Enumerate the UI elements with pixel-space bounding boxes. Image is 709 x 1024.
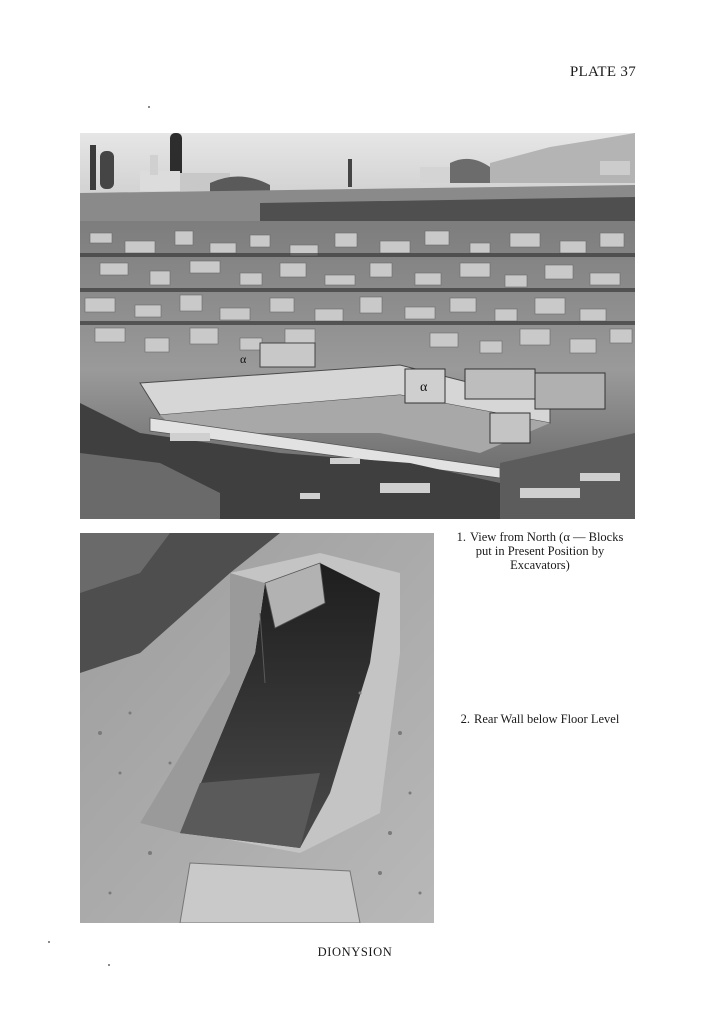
footer-title: DIONYSION (317, 945, 393, 959)
figure-number: 1. (456, 530, 466, 544)
caption-line: 2. Rear Wall below Floor Level (460, 712, 620, 726)
svg-text:α: α (420, 380, 428, 395)
scan-speck (48, 941, 50, 943)
caption-figure-2 (440, 712, 640, 726)
svg-text:α: α (240, 352, 247, 366)
photo-view-from-north (80, 133, 635, 519)
caption-line: put in Present Position by (475, 544, 605, 558)
caption-line: 1. View from North (α — Blocks (456, 530, 624, 544)
scan-speck (108, 964, 110, 966)
caption-figure-1 (440, 530, 640, 572)
caption-line: Excavators) (510, 558, 570, 572)
plate-number: PLATE 37 (569, 64, 636, 80)
scan-speck (148, 106, 150, 108)
photo-rear-wall (80, 533, 434, 923)
figure-number: 2. (460, 712, 471, 726)
